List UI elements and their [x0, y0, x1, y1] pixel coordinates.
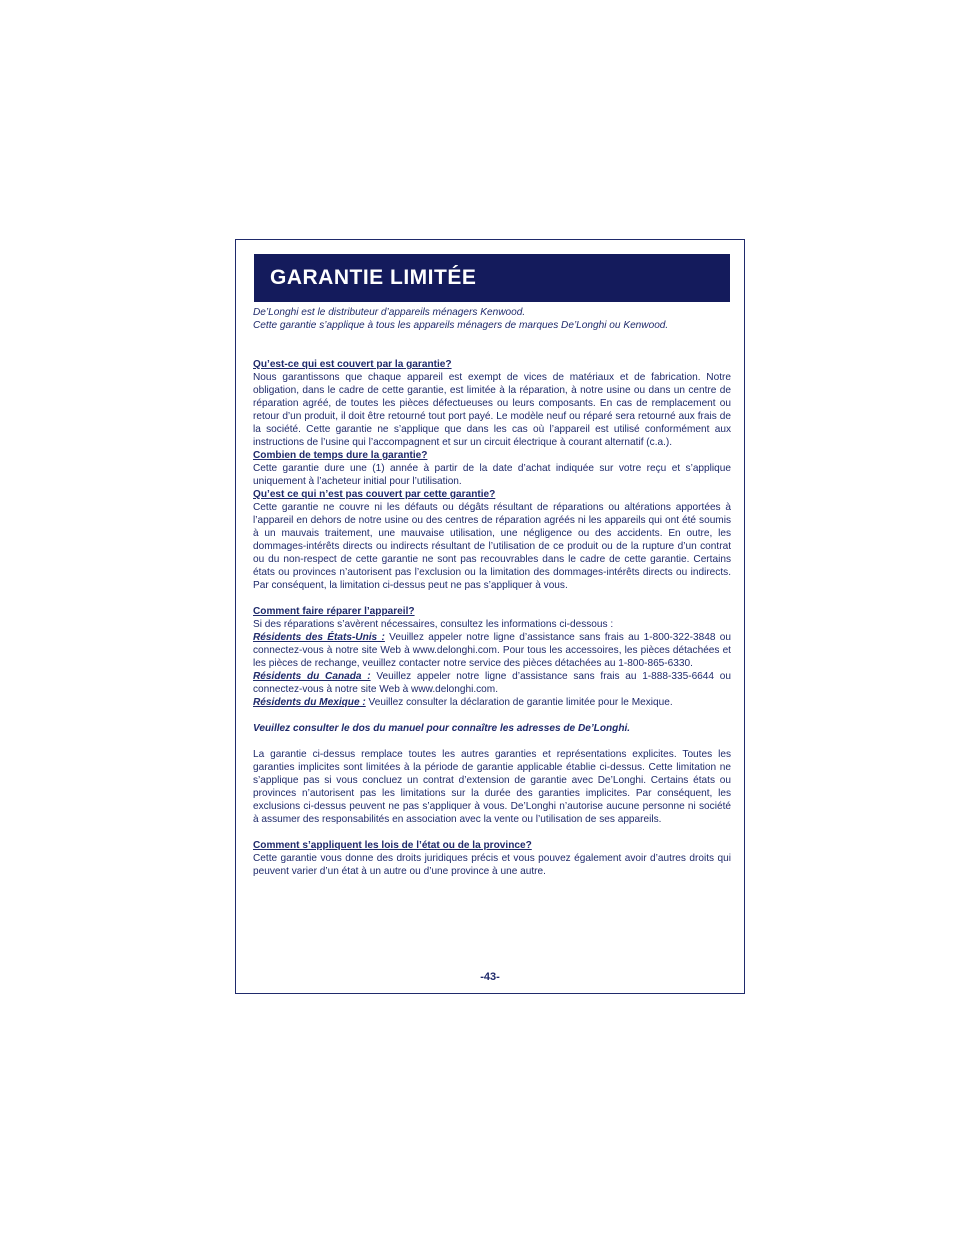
covered-body: Nous garantissons que chaque appareil est exempt de vices de matériaux et de fabrication. Notre obligation, dans le cadre de cette garantie, est limitée à la réparation, à notre usine ou dans un centre de réparation agréé, de toutes les pièces défectueuses ou leurs composants. En cas de remplacement ou retour d’un produit, il doit être retourné tout port payé. Le modèle neuf ou réparé sera retourné aux frais de la société. Cette garantie ne s’applique que dans les cas où l’appareil est utilisé conformément aux instructions de l’usine qui l’accompagnent et sur un circuit électrique à courant alternatif (c.a.). — [253, 372, 731, 448]
usa-text: Veuillez appeler notre ligne d’assistance sans frais au 1-800-322-3848 ou connectez-vous à notre site Web à www.delonghi.com. Pour tous les accessoires, les pièces détachées et les pièces de rechange, veuillez contacter notre service des pièces détachées au 1-800-865-6330. — [253, 632, 731, 669]
canada-text: Veuillez appeler notre ligne d’assistance sans frais au 1-888-335-6644 ou connectez-vous à notre site Web à www.delonghi.com. — [253, 671, 731, 695]
not-covered-heading: Qu’est ce qui n’est pas couvert par cette garantie? — [253, 489, 496, 500]
duration-heading: Combien de temps dure la garantie? — [253, 450, 428, 461]
page-title: GARANTIE LIMITÉE — [270, 266, 477, 289]
address-note: Veuillez consulter le dos du manuel pour connaître les adresses de De’Longhi. — [253, 723, 631, 734]
repair-usa — [253, 631, 731, 670]
replaces-body: La garantie ci-dessus remplace toutes les autres garanties et représentations explicites. Toutes les garanties implicites sont limitées à la période de garantie applicable établie ci-dessus. Cette limitation ne s’applique pas si vous concluez un contrat d’extension de garantie avec De’Longhi. Certains états ou provinces n’autorisent pas les limitations sur la durée des garanties implicites. Par conséquent, les exclusions ci-dessus peuvent ne pas s’appliquer à vous. De’Longhi n’autorise aucune personne ni société à assumer des responsabilités en association avec la vente ou l’utilisation de ses appareils. — [253, 749, 731, 825]
warranty-content — [253, 306, 731, 878]
duration-body: Cette garantie dure une (1) année à partir de la date d’achat indiquée sur votre reçu et s’applique uniquement à l’acheteur initial pour l’utilisation. — [253, 463, 731, 487]
title-bar — [254, 254, 730, 302]
repair-canada — [253, 670, 731, 696]
intro-line-1: De’Longhi est le distributeur d’appareils ménagers Kenwood. — [253, 307, 526, 318]
intro-line-2: Cette garantie s’applique à tous les appareils ménagers de marques De’Longhi ou Kenwood. — [253, 320, 669, 331]
page-number: -43- — [480, 971, 500, 983]
covered-heading: Qu’est-ce qui est couvert par la garantie? — [253, 359, 452, 370]
not-covered-body: Cette garantie ne couvre ni les défauts ou dégâts résultant de réparations ou altérations apportées à l’appareil en dehors de notre usine ou des centres de réparation agréés ni les appareils qui ont été soumis à un mauvais traitement, une mauvaise utilisation, une négligence ou des accidents. En outre, les dommages-intérêts directs ou indirects résultant de l’utilisation de ce produit ou de la rupture d’un contrat ou du non-respect de cette garantie ne sont pas recouvrables dans le cadre de cette garantie. Certains états ou provinces n’autorisent pas l’exclusion ou la limitation des dommages-intérêts directs ou indirects. Par conséquent, la limitation ci-dessus peut ne pas s’appliquer à vous. — [253, 502, 731, 591]
usa-label: Résidents des États-Unis : — [253, 632, 385, 643]
repair-body: Si des réparations s’avèrent nécessaires, consultez les informations ci-dessous : — [253, 619, 614, 630]
laws-heading: Comment s’appliquent les lois de l’état ou de la province? — [253, 840, 532, 851]
mexico-label: Résidents du Mexique : — [253, 697, 366, 708]
laws-body: Cette garantie vous donne des droits juridiques précis et vous pouvez également avoir d’autres droits qui peuvent varier d’un état à un autre ou d’une province à une autre. — [253, 853, 731, 877]
repair-heading: Comment faire réparer l’appareil? — [253, 606, 415, 617]
repair-mexico — [253, 696, 731, 709]
canada-label: Résidents du Canada : — [253, 671, 371, 682]
mexico-text: Veuillez consulter la déclaration de garantie limitée pour le Mexique. — [365, 697, 673, 708]
warranty-frame — [235, 239, 745, 994]
